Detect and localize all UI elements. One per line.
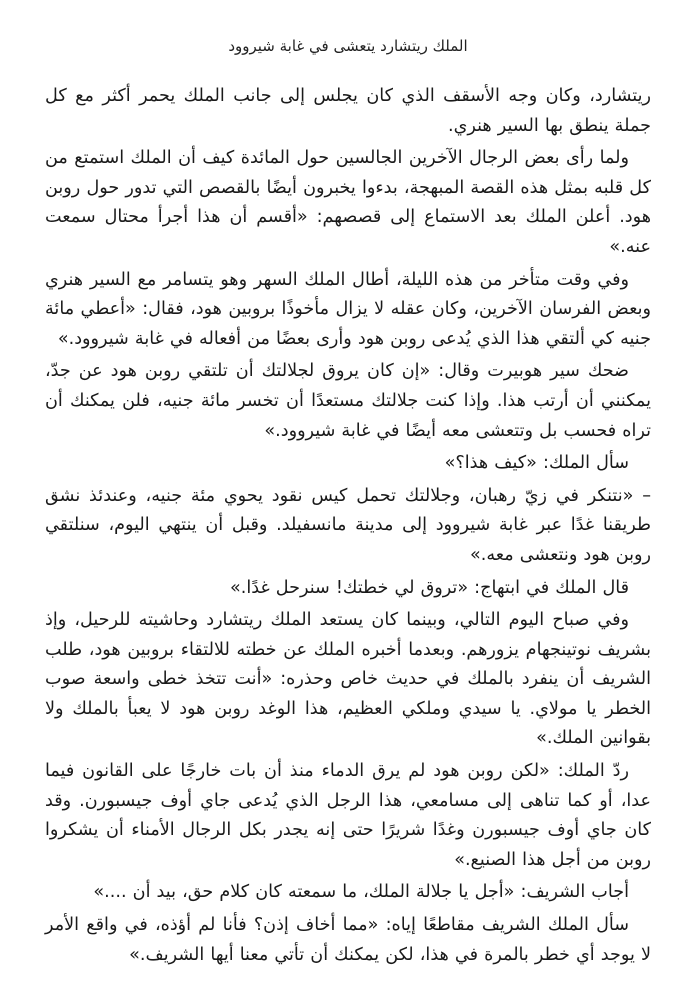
paragraph-3: وفي وقت متأخر من هذه الليلة، أطال الملك السهر وهو يتسامر مع السير هنري وبعض الفرسان الآخرين، وكان عقله لا يزال مأخوذًا بروبين هود، فقال: «أعطي مائة جنيه كي ألتقي هذا الذي يُدعى روبن هود وأرى بعضًا من أفعاله في غابة شيروود.» bbox=[45, 269, 651, 349]
paragraph-2: ولما رأى بعض الرجال الآخرين الجالسين حول المائدة كيف أن الملك استمتع من كل قلبه بمثل هذه القصة المبهجة، بدءوا يخبرون أيضًا بالقصص التي تدور حول روبن هود. أعلن الملك بعد الاستماع إلى قصصهم: «أقسم أن هذا أجرأ محتال سمعت عنه.» bbox=[45, 148, 651, 257]
paragraph-5: سأل الملك: «كيف هذا؟» bbox=[444, 453, 629, 474]
paragraph-7: قال الملك في ابتهاج: «تروق لي خطتك! سنرحل غدًا.» bbox=[230, 577, 629, 598]
paragraph-1: ريتشارد، وكان وجه الأسقف الذي كان يجلس إلى جانب الملك يحمر أكثر مع كل جملة ينطق بها السير هنري. bbox=[45, 86, 651, 136]
paragraph-11: سأل الملك الشريف مقاطعًا إياه: «مما أخاف إذن؟ فأنا لم أؤذه، في واقع الأمر لا يوجد أي خطر بالمرة في هذا، لكن يمكنك أن تأتي معنا أيها الشريف.» bbox=[45, 915, 651, 965]
running-header: الملك ريتشارد يتعشى في غابة شيروود bbox=[228, 37, 468, 55]
paragraph-6: – «نتنكر في زيّ رهبان، وجلالتك تحمل كيس نقود يحوي مئة جنيه، وعندئذ نشق طريقنا غدًا عبر غابة شيروود إلى مدينة مانسفيلد. وقبل أن ينتهي اليوم، سنلتقي روبن هود ونتعشى معه.» bbox=[45, 485, 651, 565]
paragraph-9: ردّ الملك: «لكن روبن هود لم يرق الدماء منذ أن بات خارجًا على القانون فيما عدا، أو كما تناهى إلى مسامعي، هذا الرجل الذي يُدعى جاي أوف جيسبورن. وقد كان جاي أوف جيسبورن وغدًا شريرًا حتى إنه يجدر بكل الرجال الأمناء أن يشكروا روبن من أجل هذا الصنيع.» bbox=[45, 761, 651, 870]
paragraph-10: أجاب الشريف: «أجل يا جلالة الملك، ما سمعته كان كلام حق، بيد أن ....» bbox=[93, 882, 629, 903]
paragraph-4: ضحك سير هوبيرت وقال: «إن كان يروق لجلالتك أن تلتقي روبن هود عن جدّ، يمكنني أن أرتب هذا. وإذا كنت جلالتك مستعدًا أن تخسر مائة جنيه، فلن يمكنك أن تراه فحسب بل وتتعشى معه أيضًا في غابة شيروود.» bbox=[45, 361, 651, 441]
body-text bbox=[45, 82, 651, 970]
paragraph-8: وفي صباح اليوم التالي، وبينما كان يستعد الملك ريتشارد وحاشيته للرحيل، وإذ بشريف نوتينجهام يزورهم. وبعدما أخبره الملك عن خطته للالتقاء بروبين هود، طلب الشريف أن ينفرد بالملك في حديث خاص وحذره: «أنت تتخذ خطى واسعة صوب الخطر يا مولاي. يا سيدي وملكي العظيم، هذا الوغد روبن هود لا يعبأ بالملك ولا بقوانين الملك.» bbox=[45, 610, 651, 749]
